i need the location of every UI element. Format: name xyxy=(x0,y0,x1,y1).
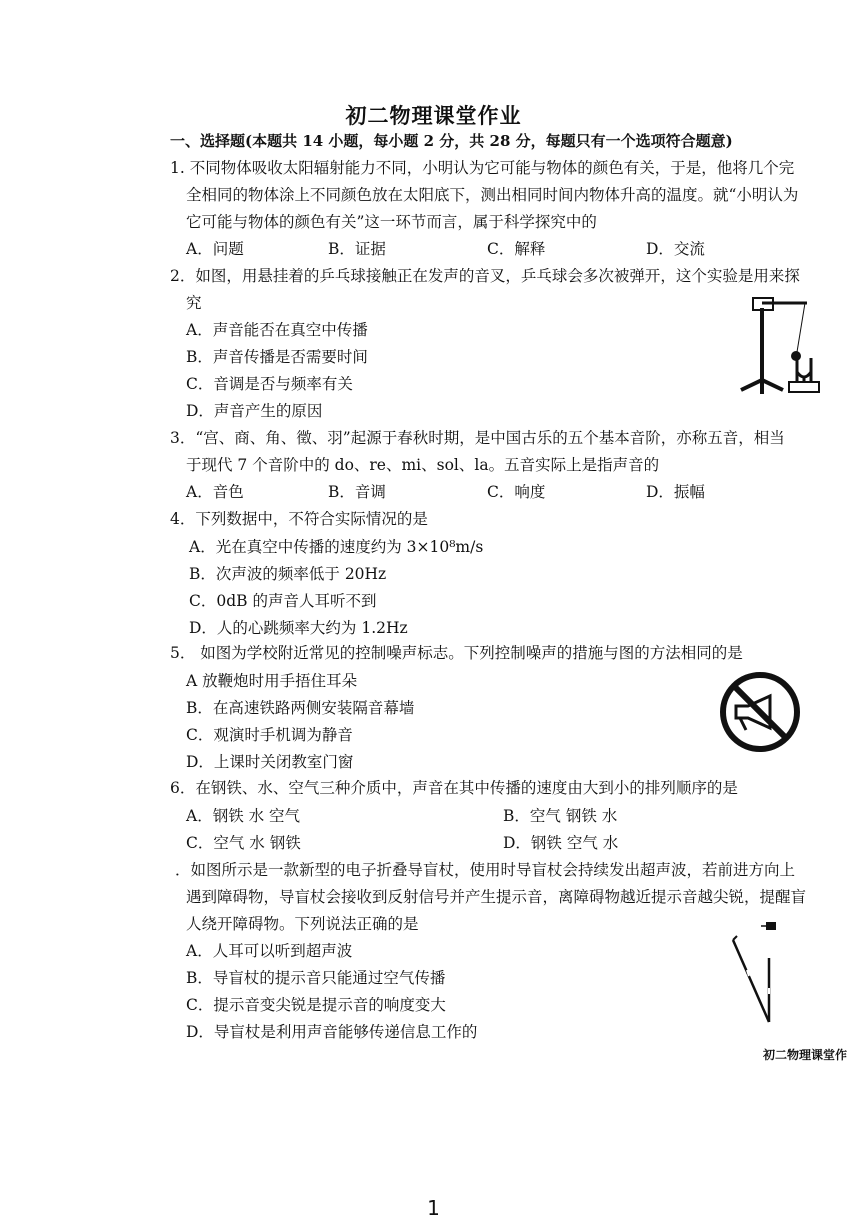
q7-option-d: D．导盲杖是利用声音能够传递信息工作的 xyxy=(186,1023,478,1041)
q7-line-2: 遇到障碍物，导盲杖会接收到反射信号并产生提示音，离障碍物越近提示音越尖锐，提醒盲 xyxy=(186,888,807,906)
q4-option-d: D．人的心跳频率大约为 1.2Hz xyxy=(189,619,408,637)
q5-line-1: 5． 如图为学校附近常见的控制噪声标志。下列控制噪声的措施与图的方法相同的是 xyxy=(170,644,743,662)
q3-line-2: 于现代 7 个音阶中的 do、re、mi、sol、la。五音实际上是指声音的 xyxy=(186,456,660,474)
q2-line-2: 究 xyxy=(186,294,202,312)
q7-line-1: ．如图所示是一款新型的电子折叠导盲杖，使用时导盲杖会持续发出超声波，若前进方向上 xyxy=(175,861,796,879)
q2-line-1: 2．如图，用悬挂着的乒乓球接触正在发声的音叉，乒乓球会多次被弹开，这个实验是用来探 xyxy=(170,267,800,285)
q6-option-a: A．钢铁 水 空气 xyxy=(186,807,301,825)
section-heading: 一、选择题(本题共 14 小题，每小题 2 分，共 28 分，每题只有一个选项符合题意) xyxy=(170,132,733,150)
q5-option-c: C．观演时手机调为静音 xyxy=(186,726,353,744)
q6-option-c: C．空气 水 钢铁 xyxy=(186,834,301,852)
q4-option-b: B．次声波的频率低于 20Hz xyxy=(189,565,387,583)
q2-option-c: C．音调是否与频率有关 xyxy=(186,375,353,393)
q1-line-1: 1. 不同物体吸收太阳辐射能力不同，小明认为它可能与物体的颜色有关，于是，他将几个完 xyxy=(170,159,795,177)
q1-line-3: 它可能与物体的颜色有关”这一环节而言，属于科学探究中的 xyxy=(186,213,597,231)
q1-option-b: B．证据 xyxy=(328,240,386,258)
q1-option-c: C．解释 xyxy=(487,240,546,258)
q5-option-d: D．上课时关闭教室门窗 xyxy=(186,753,354,771)
q4-option-a: A．光在真空中传播的速度约为 3×10⁸m/s xyxy=(189,538,484,556)
q6-line-1: 6．在钢铁、水、空气三种介质中，声音在其中传播的速度由大到小的排列顺序的是 xyxy=(170,779,738,797)
tuning-fork-pendulum-icon xyxy=(735,290,825,400)
q2-option-d: D．声音产生的原因 xyxy=(186,402,323,420)
q3-option-a: A．音色 xyxy=(186,483,244,501)
q1-line-2: 全相同的物体涂上不同颜色放在太阳底下，测出相同时间内物体升高的温度。就“小明认为 xyxy=(186,186,799,204)
footer-label: 初二物理课堂作 xyxy=(762,1048,847,1062)
q2-option-a: A．声音能否在真空中传播 xyxy=(186,321,368,339)
q3-option-b: B．音调 xyxy=(328,483,386,501)
q7-option-c: C．提示音变尖锐是提示音的响度变大 xyxy=(186,996,446,1014)
q5-option-a: A 放鞭炮时用手捂住耳朵 xyxy=(186,672,358,690)
q2-option-b: B．声音传播是否需要时间 xyxy=(186,348,368,366)
page-number: 1 xyxy=(427,1196,440,1220)
q1-option-d: D．交流 xyxy=(646,240,705,258)
q1-option-a: A．问题 xyxy=(186,240,244,258)
q7-line-3: 人绕开障碍物。下列说法正确的是 xyxy=(186,915,419,933)
q6-option-b: B．空气 钢铁 水 xyxy=(503,807,618,825)
q7-option-a: A．人耳可以听到超声波 xyxy=(186,942,353,960)
blind-cane-icon xyxy=(725,918,795,1028)
no-horn-sign-icon xyxy=(718,670,802,754)
q6-option-d: D．钢铁 空气 水 xyxy=(503,834,619,852)
q4-option-c: C．0dB 的声音人耳听不到 xyxy=(189,592,377,610)
q3-line-1: 3．“宫、商、角、徵、羽”起源于春秋时期，是中国古乐的五个基本音阶，亦称五音，相当 xyxy=(170,429,785,447)
q3-option-d: D．振幅 xyxy=(646,483,705,501)
page-title: 初二物理课堂作业 xyxy=(345,103,522,128)
q3-option-c: C．响度 xyxy=(487,483,546,501)
q7-option-b: B．导盲杖的提示音只能通过空气传播 xyxy=(186,969,446,987)
q4-line-1: 4．下列数据中，不符合实际情况的是 xyxy=(170,510,428,528)
q5-option-b: B．在高速铁路两侧安装隔音幕墙 xyxy=(186,699,415,717)
